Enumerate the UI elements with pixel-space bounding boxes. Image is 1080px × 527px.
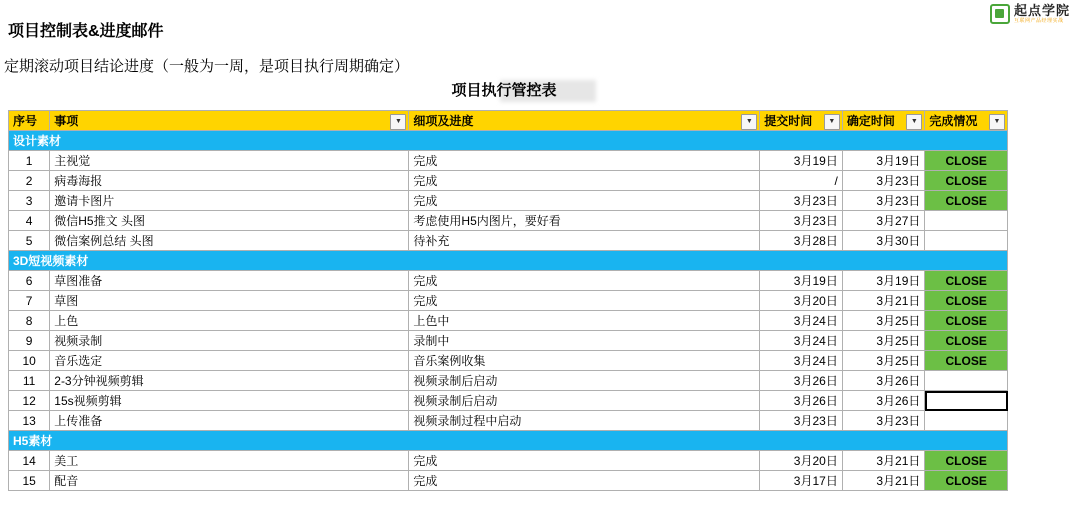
cell-submit-date: 3月24日: [760, 351, 843, 371]
cell-detail: 完成: [409, 191, 760, 211]
cell-status: CLOSE: [925, 451, 1008, 471]
column-header-num-label: 序号: [13, 114, 38, 128]
logo-icon: [990, 4, 1010, 24]
brand-logo: [990, 4, 1070, 24]
cell-confirm-date: 3月23日: [842, 411, 925, 431]
cell-submit-date: 3月24日: [760, 331, 843, 351]
cell-num: 14: [9, 451, 50, 471]
cell-submit-date: 3月26日: [760, 391, 843, 411]
cell-status: [925, 391, 1008, 411]
cell-detail: 完成: [409, 151, 760, 171]
column-header-item-label: 事项: [54, 114, 79, 128]
cell-status: CLOSE: [925, 151, 1008, 171]
cell-detail: 视频录制过程中启动: [409, 411, 760, 431]
cell-confirm-date: 3月21日: [842, 291, 925, 311]
filter-icon-confirm[interactable]: ▼: [906, 114, 922, 130]
cell-confirm-date: 3月21日: [842, 451, 925, 471]
table-row[interactable]: [9, 371, 1008, 391]
cell-confirm-date: 3月26日: [842, 391, 925, 411]
brand-name: 起点学院: [1013, 3, 1070, 18]
cell-status: [925, 371, 1008, 391]
cell-num: 15: [9, 471, 50, 491]
cell-confirm-date: 3月19日: [842, 271, 925, 291]
cell-confirm-date: 3月19日: [842, 151, 925, 171]
page-subtitle: 定期滚动项目结论进度（一般为一周，是项目执行周期确定）: [4, 58, 410, 75]
filter-icon-submit[interactable]: ▼: [824, 114, 840, 130]
cell-status: CLOSE: [925, 331, 1008, 351]
cell-detail: 完成: [409, 271, 760, 291]
cell-detail: 完成: [409, 451, 760, 471]
cell-confirm-date: 3月30日: [842, 231, 925, 251]
table-row[interactable]: [9, 151, 1008, 171]
cell-confirm-date: 3月23日: [842, 171, 925, 191]
cell-confirm-date: 3月21日: [842, 471, 925, 491]
cell-num: 7: [9, 291, 50, 311]
header-row: [9, 111, 1008, 131]
page-title: 项目控制表&进度邮件: [8, 23, 164, 40]
cell-num: 13: [9, 411, 50, 431]
section-label: 设计素材: [9, 131, 1008, 151]
cell-num: 12: [9, 391, 50, 411]
column-header-submit: [760, 111, 843, 131]
cell-num: 6: [9, 271, 50, 291]
cell-submit-date: 3月19日: [760, 271, 843, 291]
cell-item: 上色: [50, 311, 409, 331]
cell-item: 微信H5推文 头图: [50, 211, 409, 231]
cell-item: 配音: [50, 471, 409, 491]
table-row[interactable]: [9, 191, 1008, 211]
table-row[interactable]: [9, 451, 1008, 471]
cell-confirm-date: 3月25日: [842, 351, 925, 371]
section-label: H5素材: [9, 431, 1008, 451]
cell-item: 2-3分钟视频剪辑: [50, 371, 409, 391]
cell-submit-date: 3月24日: [760, 311, 843, 331]
table-row[interactable]: [9, 231, 1008, 251]
cell-item: 视频录制: [50, 331, 409, 351]
cell-item: 美工: [50, 451, 409, 471]
filter-icon-status[interactable]: ▼: [989, 114, 1005, 130]
table-row[interactable]: [9, 291, 1008, 311]
column-header-submit-label: 提交时间: [764, 114, 813, 128]
cell-detail: 上色中: [409, 311, 760, 331]
cell-submit-date: 3月23日: [760, 191, 843, 211]
table-row[interactable]: [9, 411, 1008, 431]
cell-submit-date: 3月23日: [760, 411, 843, 431]
cell-detail: 录制中: [409, 331, 760, 351]
section-row: [9, 131, 1008, 151]
column-header-detail-label: 细项及进度: [413, 114, 474, 128]
column-header-item: [50, 111, 409, 131]
column-header-num: [9, 111, 50, 131]
cell-status: [925, 231, 1008, 251]
section-label: 3D短视频素材: [9, 251, 1008, 271]
cell-status: CLOSE: [925, 471, 1008, 491]
column-header-confirm-label: 确定时间: [846, 114, 895, 128]
section-row: [9, 431, 1008, 451]
cell-detail: 完成: [409, 471, 760, 491]
cell-detail: 音乐案例收集: [409, 351, 760, 371]
cell-submit-date: 3月17日: [760, 471, 843, 491]
cell-detail: 视频录制后启动: [409, 391, 760, 411]
cell-submit-date: 3月20日: [760, 451, 843, 471]
cell-num: 9: [9, 331, 50, 351]
table-row[interactable]: [9, 391, 1008, 411]
cell-status: CLOSE: [925, 291, 1008, 311]
filter-icon-item[interactable]: ▼: [390, 114, 406, 130]
table-row[interactable]: [9, 311, 1008, 331]
cell-num: 10: [9, 351, 50, 371]
cell-confirm-date: 3月25日: [842, 311, 925, 331]
cell-status: CLOSE: [925, 311, 1008, 331]
cell-status: CLOSE: [925, 171, 1008, 191]
table-row[interactable]: [9, 471, 1008, 491]
cell-confirm-date: 3月26日: [842, 371, 925, 391]
cell-item: 15s视频剪辑: [50, 391, 409, 411]
cell-detail: 待补充: [409, 231, 760, 251]
cell-confirm-date: 3月23日: [842, 191, 925, 211]
cell-status: [925, 411, 1008, 431]
cell-num: 1: [9, 151, 50, 171]
column-header-confirm: [842, 111, 925, 131]
sheet-title: 项目执行管控表: [451, 82, 557, 99]
section-row: [9, 251, 1008, 271]
cell-submit-date: 3月26日: [760, 371, 843, 391]
cell-status: CLOSE: [925, 351, 1008, 371]
column-header-status-label: 完成情况: [929, 114, 978, 128]
cell-detail: 完成: [409, 291, 760, 311]
cell-item: 草图: [50, 291, 409, 311]
table-row[interactable]: [9, 351, 1008, 371]
cell-num: 11: [9, 371, 50, 391]
column-header-detail: [409, 111, 760, 131]
cell-item: 上传准备: [50, 411, 409, 431]
cell-submit-date: 3月28日: [760, 231, 843, 251]
table-body: [9, 131, 1008, 491]
cell-submit-date: 3月23日: [760, 211, 843, 231]
table-row[interactable]: [9, 271, 1008, 291]
column-header-status: [925, 111, 1008, 131]
table-row[interactable]: [9, 171, 1008, 191]
cell-status: CLOSE: [925, 191, 1008, 211]
cell-item: 音乐选定: [50, 351, 409, 371]
table-row[interactable]: [9, 211, 1008, 231]
cell-num: 2: [9, 171, 50, 191]
cell-num: 3: [9, 191, 50, 211]
cell-item: 邀请卡图片: [50, 191, 409, 211]
cell-detail: 视频录制后启动: [409, 371, 760, 391]
cell-num: 8: [9, 311, 50, 331]
cell-confirm-date: 3月27日: [842, 211, 925, 231]
cell-submit-date: /: [760, 171, 843, 191]
cell-submit-date: 3月20日: [760, 291, 843, 311]
cell-submit-date: 3月19日: [760, 151, 843, 171]
cell-item: 微信案例总结 头图: [50, 231, 409, 251]
cell-item: 主视觉: [50, 151, 409, 171]
project-control-table: [8, 110, 1008, 491]
filter-icon-detail[interactable]: ▼: [741, 114, 757, 130]
table-row[interactable]: [9, 331, 1008, 351]
cell-num: 4: [9, 211, 50, 231]
cell-confirm-date: 3月25日: [842, 331, 925, 351]
brand-text-block: [1014, 4, 1070, 24]
cell-detail: 考虑使用H5内图片，要好看: [409, 211, 760, 231]
cell-num: 5: [9, 231, 50, 251]
cell-status: [925, 211, 1008, 231]
table-header: [9, 111, 1008, 131]
cell-item: 草图准备: [50, 271, 409, 291]
cell-status: CLOSE: [925, 271, 1008, 291]
brand-tagline: 互联网产品经理实战: [1013, 18, 1064, 24]
cell-detail: 完成: [409, 171, 760, 191]
cell-item: 病毒海报: [50, 171, 409, 191]
